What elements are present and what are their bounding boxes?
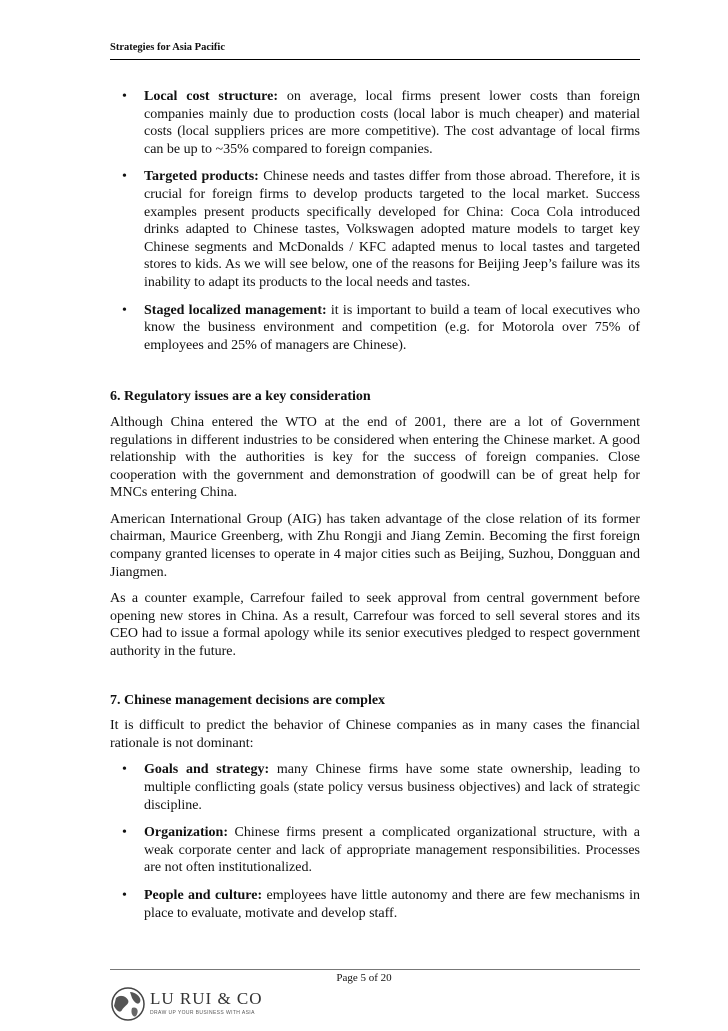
bullet-icon: • [122,302,127,318]
bullet-icon: • [122,169,127,185]
list-item [110,824,640,877]
bullet-term: Staged localized management: [144,302,327,318]
bullet-list-success-factors [110,88,640,354]
footer-divider [110,969,640,970]
paragraph: It is difficult to predict the behavior of Chinese companies as in many cases the financial rationale is not dominant: [110,718,640,751]
bullet-icon: • [122,825,127,841]
bullet-icon: • [122,887,127,903]
list-item [110,761,640,814]
bullet-icon: • [122,762,127,778]
bullet-term: Local cost structure: [144,89,279,104]
bullet-term: Targeted products: [144,169,259,185]
bullet-term: Goals and strategy: [144,762,270,778]
list-item [110,168,640,291]
bullet-text: Chinese firms present a complicated organizational structure, with a weak corporate center and lack of appropriate management responsibilities. Processes are not often institutionalized. [144,825,640,876]
page-number: Page 5 of 20 [336,972,392,984]
bullet-text: many Chinese firms have some state ownership, leading to multiple conflicting goals (state policy versus business objectives) and lack of strategic discipline. [144,762,640,813]
list-item [110,88,640,158]
section-management [110,692,640,923]
running-header: Strategies for Asia Pacific [110,42,640,60]
list-item [110,887,640,922]
bullet-text: Chinese needs and tastes differ from those abroad. Therefore, it is crucial for foreign firms to develop products targeted to the local market. Success examples present products specifically developed for China: Coca Cola introduced drinks adapted to Chinese tastes, Volkswagen adopted mature models to target key Chinese segments and McDonalds / KFC adapted menus to local tastes and targeted stores to kids. As we will see below, one of the reasons for Beijing Jeep’s failure was its inability to adapt its products to the local needs and tastes. [144,169,640,290]
document-body [110,88,640,932]
bullet-list-management [110,761,640,922]
company-logo-text: LU RUI & CO [150,989,263,1008]
section-heading: 6. Regulatory issues are a key consideration [110,389,371,405]
paragraph: American International Group (AIG) has taken advantage of the close relation of its former chairman, Maurice Greenberg, with Zhu Rongji and Jiang Zemin. Becoming the first foreign company granted licenses to operate in 4 major cities such as Beijing, Suzhou, Dongguan and Jiangmen. [110,511,640,580]
section-heading: 7. Chinese management decisions are complex [110,692,386,708]
bullet-text: employees have little autonomy and there are few mechanisms in place to evaluate, motivate and develop staff. [144,887,640,921]
company-tagline: DRAW UP YOUR BUSINESS WITH ASIA [150,1010,255,1016]
paragraph: Although China entered the WTO at the end of 2001, there are a lot of Government regulations in different industries to be considered when entering the Chinese market. A good relationship with the authorities is key for the success of foreign companies. Close cooperation with the government and demonstration of goodwill can be of great help for MNCs entering China. [110,414,640,501]
bullet-term: Organization: [144,825,228,841]
bullet-text: it is important to build a team of local executives who know the business environment and competition (e.g. for Motorola over 75% of employees and 25% of managers are Chinese). [144,302,640,353]
paragraph: As a counter example, Carrefour failed to seek approval from central government before opening new stores in China. As a result, Carrefour was forced to sell several stores and its CEO had to issue a formal apology while its senior executives pledged to respect government authority in the future. [110,591,640,660]
bullet-term: People and culture: [144,887,263,903]
list-item [110,302,640,355]
bullet-text: on average, local firms present lower costs than foreign companies mainly due to production costs (local labor is much cheaper) and material costs (local suppliers prices are more competitive). The cost advantage of local firms can be up to ~35% compared to foreign companies. [144,89,640,157]
section-regulatory [110,388,640,660]
bullet-icon: • [122,89,127,104]
